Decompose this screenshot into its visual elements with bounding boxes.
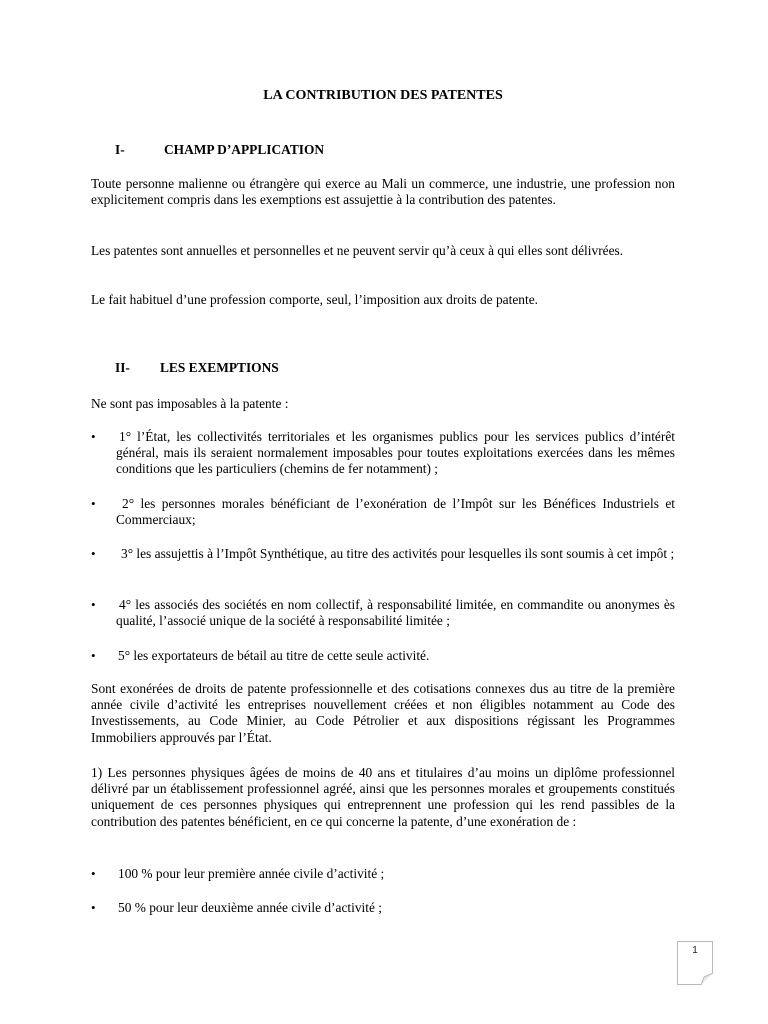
bullet-icon: • (91, 648, 96, 663)
list-item-text: 3° les assujettis à l’Impôt Synthétique, au titre des activités pour lesquelles ils sont soumis à cet impôt ; (121, 546, 675, 561)
bullet-icon: • (91, 866, 96, 881)
list-item-text: 50 % pour leur deuxième année civile d’activité ; (118, 900, 382, 915)
paragraph: Le fait habituel d’une profession comporte, seul, l’imposition aux droits de patente. (91, 292, 538, 307)
list-item-text: 2° les personnes morales bénéficiant de l’exonération de l’Impôt sur les Bénéfices Industriels et Commerciaux; (116, 496, 675, 528)
list-item (91, 597, 675, 629)
bullet-icon: • (91, 429, 96, 444)
section-number: I- (115, 142, 125, 157)
page-number: 1 (692, 945, 698, 956)
section-number: II- (115, 360, 130, 375)
list-item (91, 546, 675, 562)
document-title: LA CONTRIBUTION DES PATENTES (263, 88, 503, 103)
paragraph: 1) Les personnes physiques âgées de moins de 40 ans et titulaires d’au moins un diplôme professionnel délivré par un établissement professionnel agréé, ainsi que les personnes morales et groupements constitués uniquement de ces personnes physiques qui entreprennent une profession qui les rend passibles de la contribution des patentes bénéficient, en ce qui concerne la patente, d’une exonération de : (91, 765, 675, 829)
bullet-icon: • (91, 900, 96, 915)
section-title: LES EXEMPTIONS (160, 360, 279, 375)
bullet-icon: • (91, 496, 96, 511)
list-item-text: 5° les exportateurs de bétail au titre de cette seule activité. (118, 648, 430, 663)
list-item-text: 1° l’État, les collectivités territoriales et les organismes publics pour les services publics d’intérêt général, mais ils seraient normalement imposables pour toutes exploitations exercées dans les mêmes conditions que les particuliers (chemins de fer notamment) ; (116, 429, 675, 477)
bullet-icon: • (91, 597, 96, 612)
paragraph: Les patentes sont annuelles et personnelles et ne peuvent servir qu’à ceux à qui elles sont délivrées. (91, 243, 624, 258)
list-item (91, 496, 675, 528)
paragraph: Ne sont pas imposables à la patente : (91, 396, 289, 411)
paragraph: Toute personne malienne ou étrangère qui exerce au Mali un commerce, une industrie, une profession non explicitement compris dans les exemptions est assujettie à la contribution des patentes. (91, 176, 675, 208)
list-item (91, 900, 675, 916)
list-item (91, 648, 675, 664)
list-item-text: 100 % pour leur première année civile d’activité ; (118, 866, 385, 881)
paragraph: Sont exonérées de droits de patente professionnelle et des cotisations connexes dus au titre de la première année civile d’activité les entreprises nouvellement créées et non éligibles notamment au Code des Investissements, au Code Minier, au Code Pétrolier et aux dispositions régissant les Programmes Immobiliers approuvés par l’État. (91, 681, 675, 745)
list-item (91, 429, 675, 478)
list-item-text: 4° les associés des sociétés en nom collectif, à responsabilité limitée, en commandite ou anonymes ès qualité, l’associé unique de la société à responsabilité limitée ; (116, 597, 675, 629)
list-item (91, 866, 675, 882)
section-title: CHAMP D’APPLICATION (164, 142, 325, 157)
page-curl-icon (701, 973, 713, 985)
bullet-icon: • (91, 546, 96, 561)
page-number-box (677, 941, 713, 985)
